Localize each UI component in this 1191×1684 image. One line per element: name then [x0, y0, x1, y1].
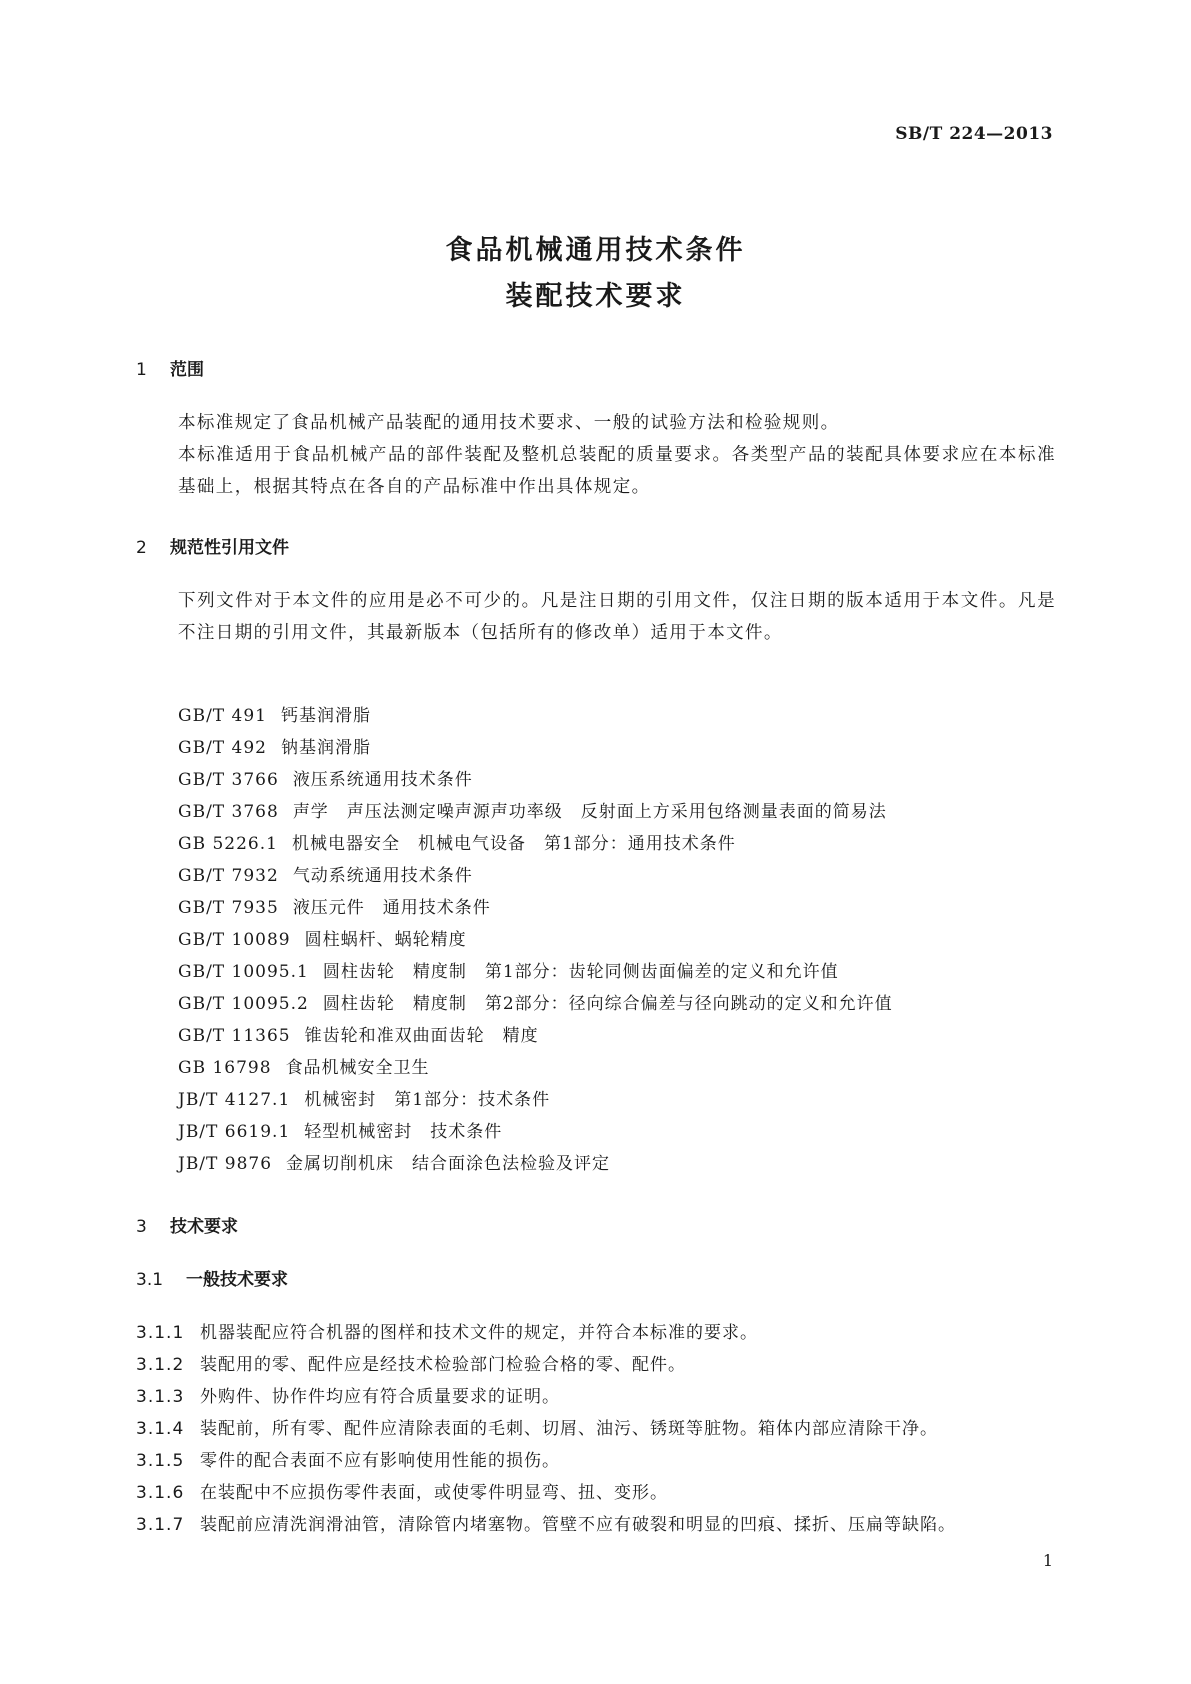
- reference-title: 锥齿轮和准双曲面齿轮 精度: [304, 1026, 539, 1046]
- paragraph: 本标准适用于食品机械产品的部件装配及整机总装配的质量要求。各类型产品的装配具体要求应在本标准基础上，根据其特点在各自的产品标准中作出具体规定。: [178, 445, 1056, 497]
- reference-list: [178, 700, 893, 1180]
- clause-text: 装配前，所有零、配件应清除表面的毛刺、切屑、油污、锈斑等脏物。箱体内部应清除干净。: [200, 1419, 938, 1439]
- reference-code: GB/T 491: [178, 706, 267, 726]
- clause-text: 装配前应清洗润滑油管，清除管内堵塞物。管壁不应有破裂和明显的凹痕、揉折、压扁等缺陷。: [200, 1515, 956, 1535]
- reference-code: GB/T 7935: [178, 898, 279, 918]
- section-2-heading: [136, 533, 289, 558]
- list-item: [178, 828, 893, 860]
- title-line-2: 装配技术要求: [505, 281, 686, 312]
- reference-title: 液压元件 通用技术条件: [292, 898, 491, 918]
- list-item: [178, 764, 893, 796]
- subsection-3-1-heading: [136, 1265, 288, 1290]
- list-item: [178, 1084, 893, 1116]
- clause-number: 3.1.7: [136, 1515, 185, 1535]
- clause-text: 装配用的零、配件应是经技术检验部门检验合格的零、配件。: [200, 1355, 686, 1375]
- clause-number: 3.1.1: [136, 1323, 185, 1343]
- clause-number: 3.1.6: [136, 1483, 185, 1503]
- page-number: 1: [1042, 1551, 1053, 1570]
- subsection-number: 3.1: [136, 1270, 164, 1290]
- reference-code: GB/T 492: [178, 738, 267, 758]
- reference-code: JB/T 6619.1: [178, 1122, 291, 1142]
- list-item: [178, 1116, 893, 1148]
- list-item: [178, 700, 893, 732]
- clause-text: 在装配中不应损伤零件表面，或使零件明显弯、扭、变形。: [200, 1483, 668, 1503]
- reference-code: JB/T 4127.1: [178, 1090, 291, 1110]
- clause: [136, 1381, 956, 1413]
- reference-title: 声学 声压法测定噪声源声功率级 反射面上方采用包络测量表面的简易法: [292, 802, 887, 822]
- reference-code: GB/T 10089: [178, 930, 291, 950]
- section-number: 1: [136, 360, 147, 380]
- list-item: [178, 924, 893, 956]
- list-item: [178, 732, 893, 764]
- reference-code: GB 16798: [178, 1058, 272, 1078]
- list-item: [178, 956, 893, 988]
- reference-title: 圆柱蜗杆、蜗轮精度: [304, 930, 467, 950]
- section-2-intro: [136, 585, 1056, 649]
- list-item: [178, 892, 893, 924]
- paragraph: 本标准规定了食品机械产品装配的通用技术要求、一般的试验方法和检验规则。: [178, 413, 840, 433]
- reference-title: 气动系统通用技术条件: [292, 866, 473, 886]
- reference-title: 机械电器安全 机械电气设备 第1部分：通用技术条件: [291, 834, 736, 854]
- clause-number: 3.1.3: [136, 1387, 185, 1407]
- reference-title: 轻型机械密封 技术条件: [304, 1122, 503, 1142]
- clause-number: 3.1.5: [136, 1451, 185, 1471]
- clause-text: 外购件、协作件均应有符合质量要求的证明。: [200, 1387, 560, 1407]
- reference-title: 圆柱齿轮 精度制 第2部分：径向综合偏差与径向跳动的定义和允许值: [322, 994, 893, 1014]
- clause: [136, 1413, 956, 1445]
- reference-title: 食品机械安全卫生: [285, 1058, 430, 1078]
- section-number: 2: [136, 538, 147, 558]
- subsection-title: 一般技术要求: [186, 1270, 288, 1290]
- section-title: 规范性引用文件: [170, 538, 289, 558]
- list-item: [178, 1052, 893, 1084]
- list-item: [178, 1148, 893, 1180]
- reference-code: JB/T 9876: [178, 1154, 273, 1174]
- paragraph: 下列文件对于本文件的应用是必不可少的。凡是注日期的引用文件，仅注日期的版本适用于本文件。凡是不注日期的引用文件，其最新版本（包括所有的修改单）适用于本文件。: [178, 591, 1056, 643]
- standard-code: SB/T 224—2013: [895, 124, 1053, 144]
- title-line-1: 食品机械通用技术条件: [445, 235, 746, 266]
- clause-number: 3.1.2: [136, 1355, 185, 1375]
- section-title: 技术要求: [170, 1217, 238, 1237]
- reference-code: GB/T 10095.2: [178, 994, 309, 1014]
- clause: [136, 1445, 956, 1477]
- clause: [136, 1317, 956, 1349]
- reference-title: 钙基润滑脂: [281, 706, 371, 726]
- clause-text: 零件的配合表面不应有影响使用性能的损伤。: [200, 1451, 560, 1471]
- list-item: [178, 860, 893, 892]
- clause: [136, 1477, 956, 1509]
- clause-number: 3.1.4: [136, 1419, 185, 1439]
- reference-code: GB 5226.1: [178, 834, 278, 854]
- reference-title: 液压系统通用技术条件: [292, 770, 473, 790]
- clause-list: [136, 1317, 956, 1541]
- clause: [136, 1349, 956, 1381]
- section-1-body: [136, 407, 1056, 503]
- reference-title: 金属切削机床 结合面涂色法检验及评定: [286, 1154, 611, 1174]
- reference-title: 机械密封 第1部分：技术条件: [304, 1090, 551, 1110]
- clause: [136, 1509, 956, 1541]
- list-item: [178, 988, 893, 1020]
- clause-text: 机器装配应符合机器的图样和技术文件的规定，并符合本标准的要求。: [200, 1323, 758, 1343]
- section-number: 3: [136, 1217, 147, 1237]
- document-title: [0, 228, 1191, 320]
- section-1-heading: [136, 355, 204, 380]
- section-3-heading: [136, 1212, 238, 1237]
- reference-code: GB/T 11365: [178, 1026, 291, 1046]
- reference-code: GB/T 3766: [178, 770, 279, 790]
- reference-code: GB/T 7932: [178, 866, 279, 886]
- reference-code: GB/T 10095.1: [178, 962, 309, 982]
- list-item: [178, 796, 893, 828]
- reference-code: GB/T 3768: [178, 802, 279, 822]
- list-item: [178, 1020, 893, 1052]
- reference-title: 钠基润滑脂: [281, 738, 371, 758]
- section-title: 范围: [170, 360, 204, 380]
- reference-title: 圆柱齿轮 精度制 第1部分：齿轮同侧齿面偏差的定义和允许值: [322, 962, 839, 982]
